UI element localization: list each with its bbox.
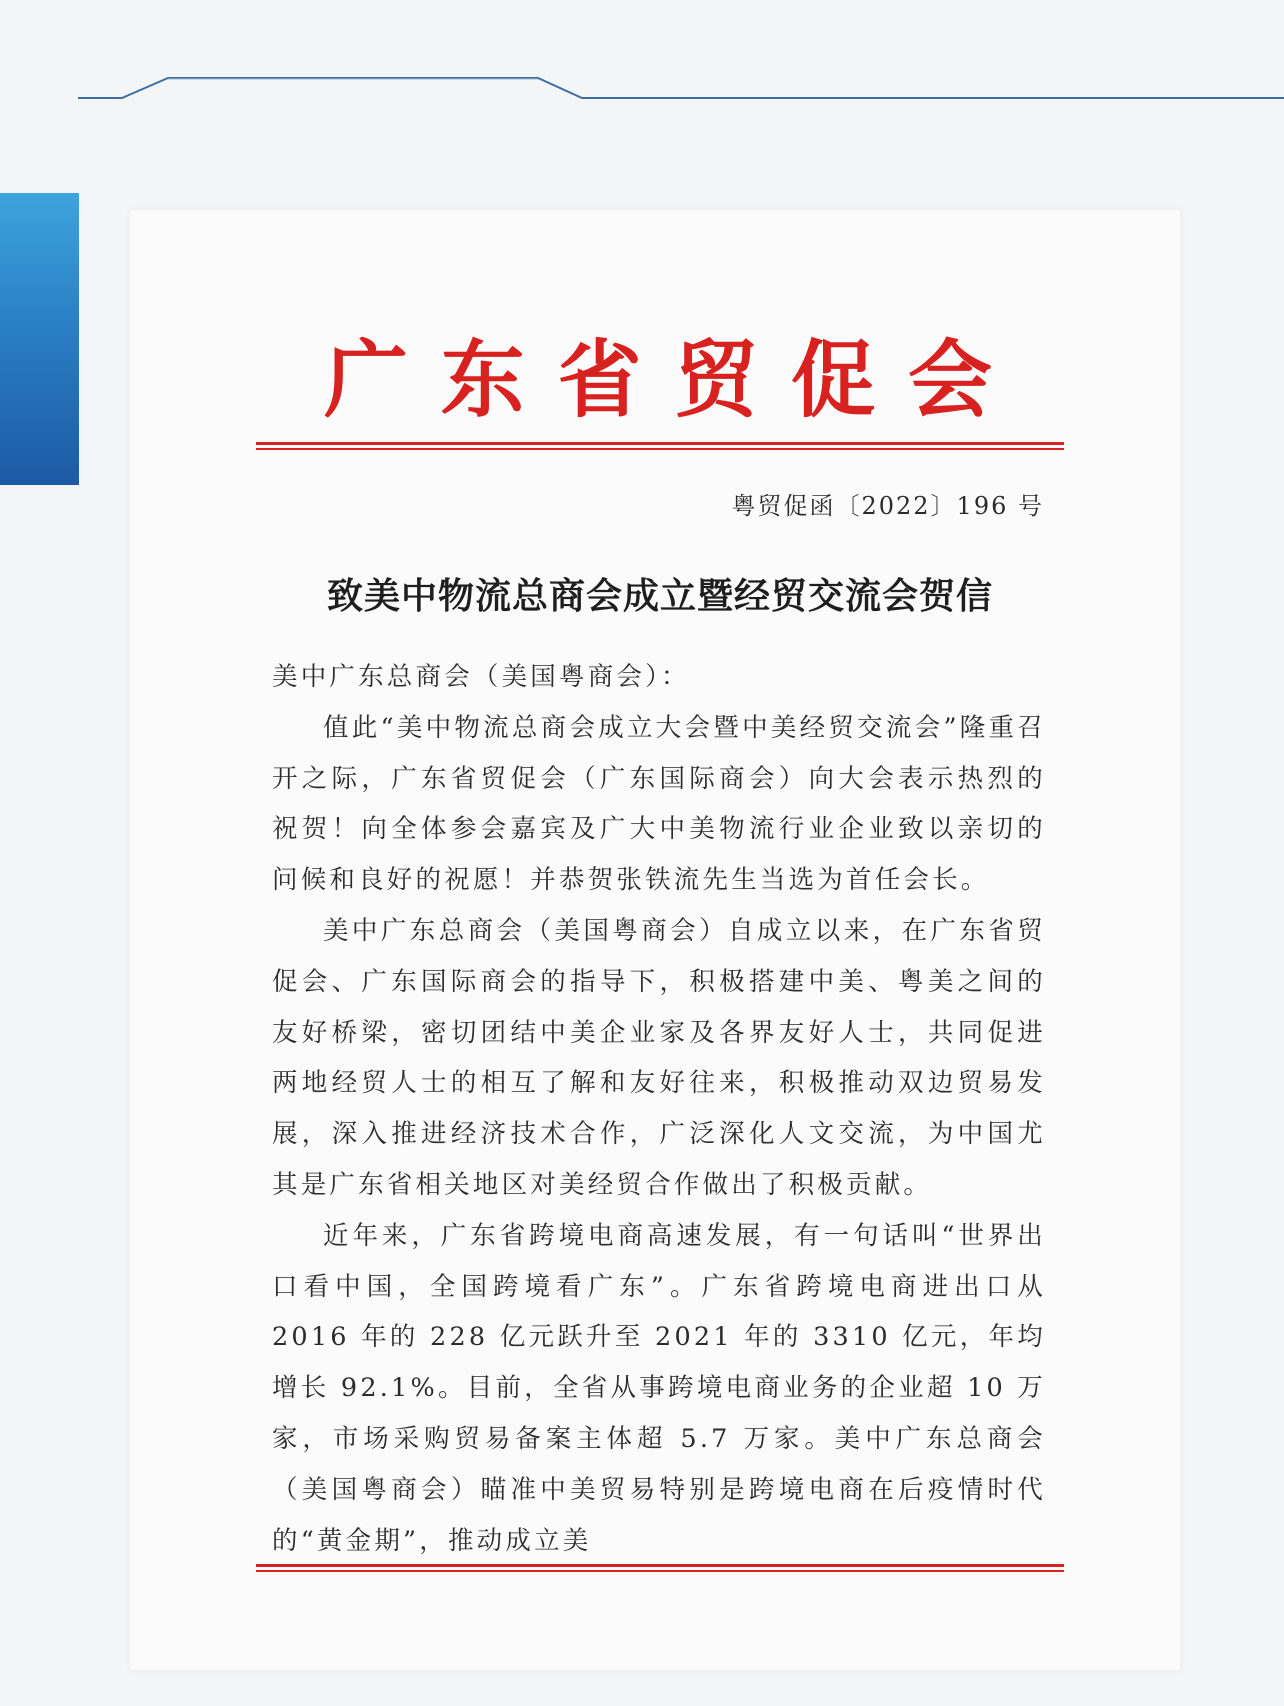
document-number: 粤贸促函〔2022〕196 号 [731, 492, 1044, 520]
letterhead-char: 广 [323, 331, 408, 429]
header-decoration-line [0, 0, 1284, 120]
document-title: 致美中物流总商会成立暨经贸交流会贺信 [326, 576, 993, 617]
blue-side-bar [0, 193, 79, 485]
salutation: 美中广东总商会（美国粤商会）： [272, 662, 690, 692]
letterhead-char: 省 [557, 331, 642, 429]
letterhead-char: 贸 [674, 331, 759, 429]
footer-red-rule [256, 1564, 1064, 1572]
letterhead-char: 会 [907, 331, 992, 429]
letter-body [272, 652, 1046, 1566]
letterhead-char: 促 [791, 331, 876, 429]
letterhead-red-rule [256, 442, 1064, 450]
red-rule-thin-line [256, 1570, 1064, 1572]
letterhead-char: 东 [440, 331, 525, 429]
body-paragraph: 美中广东总商会（美国粤商会）自成立以来，在广东省贸促会、广东国际商会的指导下，积极搭建中美、粤美之间的友好桥梁，密切团结中美企业家及各界友好人士，共同促进两地经贸人士的相互了解和友好往来，积极推动双边贸易发展，深入推进经济技术合作，广泛深化人文交流，为中国尤其是广东省相关地区对美经贸合作做出了积极贡献。 [272, 915, 1046, 1200]
letterhead-title [318, 330, 998, 430]
red-rule-thick-line [256, 442, 1064, 445]
body-paragraph: 近年来，广东省跨境电商高速发展，有一句话叫“世界出口看中国，全国跨境看广东”。广东省跨境电商进出口从 2016 年的 228 亿元跃升至 2021 年的 3310 亿元，年均增长 92.1%。目前，全省从事跨境电商业务的企业超 10 万家，市场采购贸易备案主体超 5.7 万家。美中广东总商会（美国粤商会）瞄准中美贸易特别是跨境电商在后疫情时代的“黄金期”，推动成立美 [272, 1220, 1046, 1556]
red-rule-thin-line [256, 448, 1064, 450]
red-rule-thick-line [256, 1564, 1064, 1567]
body-paragraph: 值此“美中物流总商会成立大会暨中美经贸交流会”隆重召开之际，广东省贸促会（广东国际商会）向大会表示热烈的祝贺！向全体参会嘉宾及广大中美物流行业企业致以亲切的问候和良好的祝愿！并恭贺张铁流先生当选为首任会长。 [272, 712, 1046, 896]
